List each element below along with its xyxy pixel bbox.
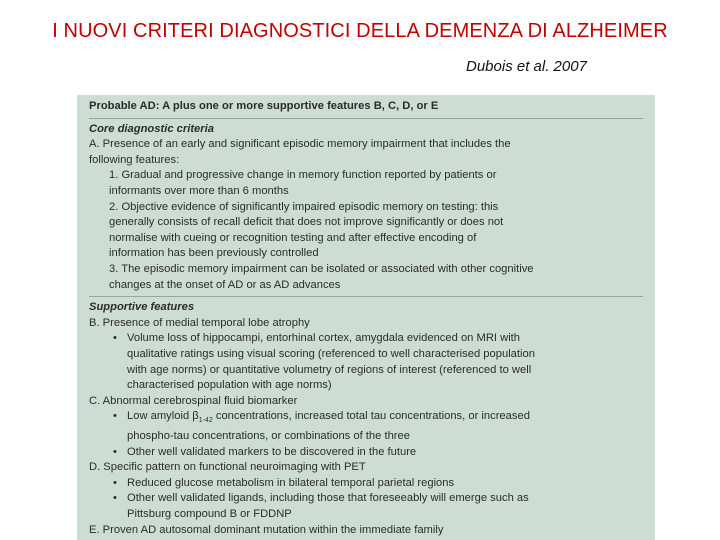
criterion-c-title: C. Abnormal cerebrospinal fluid biomarker	[89, 394, 298, 407]
criterion-a2-line: 2. Objective evidence of significantly impaired episodic memory on testing: this	[109, 200, 499, 213]
header-divider	[89, 118, 643, 119]
bullet-text: Other well validated ligands, including those that foreseeably will emerge such as	[127, 492, 529, 505]
criterion-b-line: characterised population with age norms)	[127, 379, 332, 392]
bullet-icon: •	[113, 410, 117, 423]
bullet-icon: •	[113, 332, 117, 345]
criteria-header: Probable AD: A plus one or more supportive features B, C, D, or E	[89, 100, 439, 112]
criterion-a3-line: changes at the onset of AD or as AD advances	[109, 278, 341, 291]
criteria-box	[77, 95, 655, 540]
criterion-a1-line: 1. Gradual and progressive change in memory function reported by patients or	[109, 169, 497, 182]
core-criteria-title: Core diagnostic criteria	[89, 122, 214, 135]
criterion-b-line: qualitative ratings using visual scoring (referenced to well characterised population	[127, 347, 535, 360]
criterion-a3-line: 3. The episodic memory impairment can be isolated or associated with other cognitive	[109, 262, 534, 275]
bullet-text: Reduced glucose metabolism in bilateral temporal parietal regions	[127, 476, 455, 489]
criterion-a-line: A. Presence of an early and significant episodic memory impairment that includes the	[89, 138, 511, 151]
section-divider	[89, 296, 643, 297]
criterion-d-bullet	[89, 491, 655, 507]
bullet-text: Other well validated markers to be discovered in the future	[127, 445, 417, 458]
criterion-a2-line: generally consists of recall deficit that does not improve significantly or does not	[109, 216, 504, 229]
citation: Dubois et al. 2007	[466, 58, 587, 75]
criterion-a1-line: informants over more than 6 months	[109, 184, 289, 197]
supportive-features-title: Supportive features	[89, 301, 195, 314]
bullet-text: Volume loss of hippocampi, entorhinal cortex, amygdala evidenced on MRI with	[127, 332, 521, 345]
criterion-a2-line: information has been previously controlled	[109, 247, 319, 260]
c1-prefix: Low amyloid	[127, 410, 193, 423]
slide-title: I NUOVI CRITERI DIAGNOSTICI DELLA DEMENZA DI ALZHEIMER	[52, 20, 668, 42]
criterion-c-bullet	[89, 445, 655, 461]
criterion-d-line: Pittsburg compound B or FDDNP	[127, 508, 292, 521]
criterion-b-title: B. Presence of medial temporal lobe atrophy	[89, 316, 310, 329]
criterion-a-line: following features:	[89, 153, 180, 166]
criterion-e: E. Proven AD autosomal dominant mutation within the immediate family	[89, 523, 444, 536]
criterion-b-line: with age norms) or quantitative volumetry of regions of interest (referenced to well	[127, 363, 532, 376]
criterion-c-bullet	[89, 409, 655, 429]
criterion-b-bullet	[89, 331, 655, 347]
c1-rest: concentrations, increased total tau concentrations, or increased	[212, 410, 530, 423]
bullet-icon: •	[113, 492, 117, 505]
bullet-icon: •	[113, 445, 117, 458]
bullet-icon: •	[113, 476, 117, 489]
beta-symbol: β	[192, 410, 199, 423]
criterion-d-bullet	[89, 476, 655, 492]
criterion-d-title: D. Specific pattern on functional neuroimaging with PET	[89, 461, 366, 474]
criterion-a2-line: normalise with cueing or recognition testing and after effective encoding of	[109, 231, 477, 244]
beta-subscript: 1-42	[198, 417, 213, 425]
criterion-c-line: phospho-tau concentrations, or combinations of the three	[127, 430, 410, 443]
